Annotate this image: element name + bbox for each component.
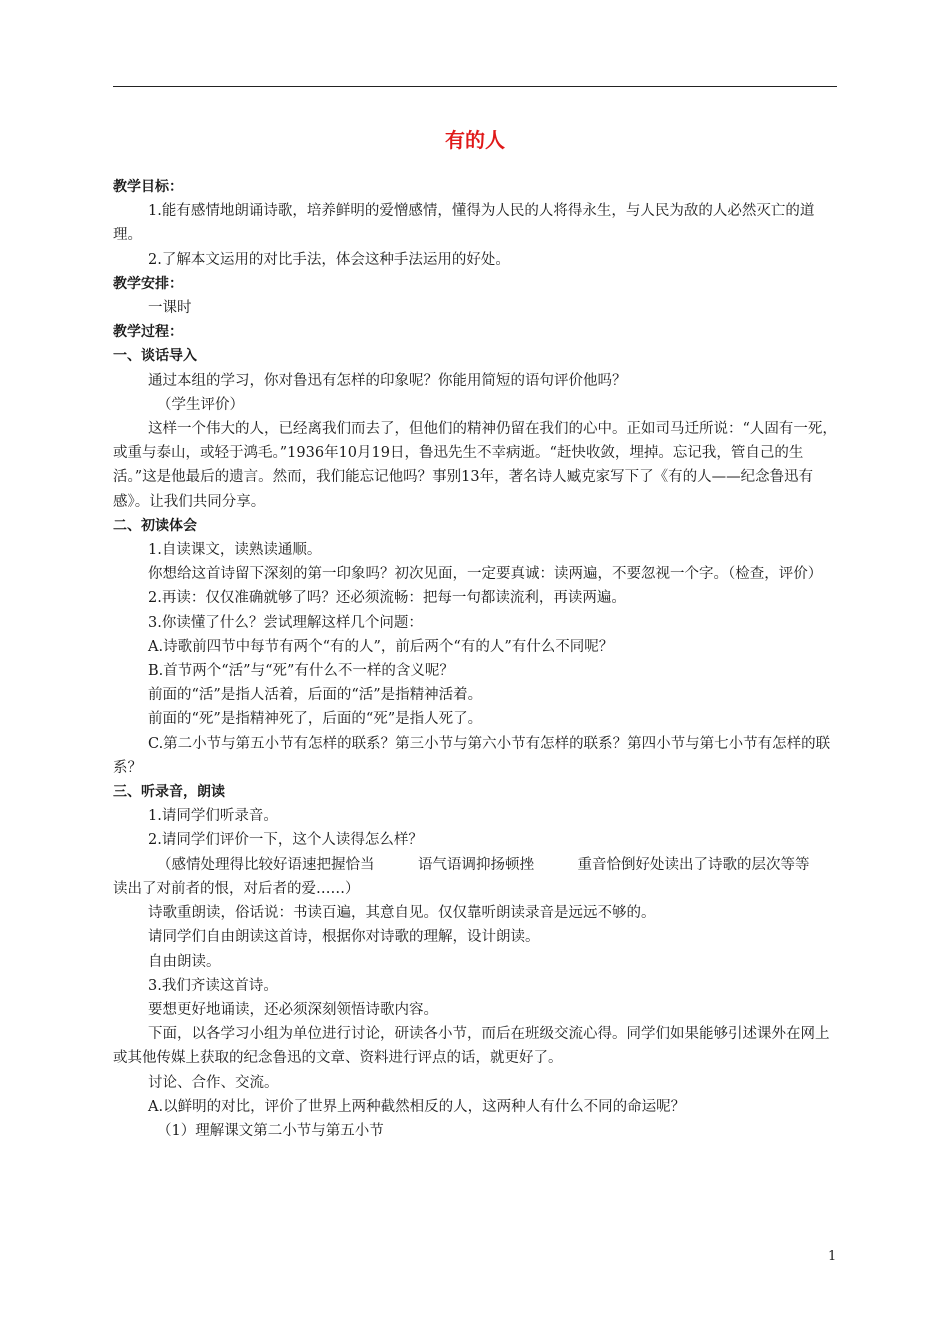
paragraph: 2.再读：仅仅准确就够了吗？还必须流畅：把每一句都读流利，再读两遍。 (148, 590, 626, 607)
paragraph: 下面，以各学习小组为单位进行讨论，研读各小节，而后在班级交流心得。同学们如果能够引述课外在网上或其他传媒上获取的纪念鲁迅的文章、资料进行评点的话，就更好了。 (113, 1026, 830, 1067)
paragraph: 1.自读课文，读熟读通顺。 (148, 542, 322, 559)
document-body (113, 175, 837, 1143)
section-heading-1: 一、谈话导入 (113, 348, 197, 365)
paragraph: 自由朗读。 (148, 953, 221, 970)
paragraph: 这样一个伟大的人，已经离我们而去了，但他们的精神仍留在我们的心中。正如司马迁所说：“人固有一死，或重与泰山，或轻于鸿毛。”1936年10月19日，鲁迅先生不幸病逝。“赶快收敛，埋掉。忘记我，管自己的生活。”这是他最后的遗言。然而，我们能忘记他吗？事别13年，著名诗人臧克家写下了《有的人——纪念鲁迅有感》。让我们共同分享。 (113, 421, 837, 510)
paragraph: 1.请同学们听录音。 (148, 808, 278, 825)
document-title: 有的人 (445, 128, 505, 152)
heading-process: 教学过程： (113, 324, 183, 341)
paragraph: A.诗歌前四节中每节有两个“有的人”，前后两个“有的人”有什么不同呢？ (148, 638, 614, 655)
paragraph: 要想更好地诵读，还必须深刻领悟诗歌内容。 (148, 1001, 438, 1018)
page-number: 1 (828, 1249, 837, 1264)
paragraph: 3.我们齐读这首诗。 (148, 977, 278, 994)
paragraph: 2.请同学们评价一下，这个人读得怎么样？ (148, 832, 423, 849)
header-rule (113, 86, 837, 87)
paragraph: B.首节两个“活”与“死”有什么不一样的含义呢？ (148, 663, 454, 680)
paragraph: 讨论、合作、交流。 (148, 1074, 279, 1091)
section-heading-2: 二、初读体会 (113, 517, 197, 534)
heading-objectives: 教学目标： (113, 179, 183, 195)
paragraph: 你想给这首诗留下深刻的第一印象吗？初次见面，一定要真诚：读两遍，不要忽视一个字。（检查，评价） (148, 566, 823, 583)
paragraph: 前面的“死”是指精神死了，后面的“死”是指人死了。 (148, 711, 483, 728)
paragraph: （学生评价） (157, 396, 244, 413)
paragraph: 1.能有感情地朗诵诗歌，培养鲜明的爱憎感情，懂得为人民的人将得永生，与人民为敌的人必然灭亡的道理。 (113, 203, 815, 244)
paragraph: 3.你读懂了什么？尝试理解这样几个问题： (148, 614, 423, 631)
paragraph: A.以鲜明的对比，评价了世界上两种截然相反的人，这两种人有什么不同的命运呢？ (148, 1098, 686, 1115)
heading-arrangement: 教学安排： (113, 275, 183, 292)
paragraph: 一课时 (148, 300, 192, 317)
paragraph: 2.了解本文运用的对比手法，体会这种手法运用的好处。 (148, 251, 510, 268)
paragraph: 请同学们自由朗读这首诗，根据你对诗歌的理解，设计朗读。 (148, 929, 540, 946)
paragraph: C.第二小节与第五小节有怎样的联系？第三小节与第六小节有怎样的联系？第四小节与第七小节有怎样的联系？ (113, 735, 831, 776)
paragraph: （1）理解课文第二小节与第五小节 (157, 1122, 384, 1139)
paragraph: 诗歌重朗读，俗话说：书读百遍，其意自见。仅仅靠听朗读录音是远远不够的。 (148, 905, 656, 922)
paragraph: 通过本组的学习，你对鲁迅有怎样的印象呢？你能用简短的语句评价他吗？ (148, 372, 627, 389)
paragraph: 前面的“活”是指人活着，后面的“活”是指精神活着。 (148, 687, 483, 704)
section-heading-3: 三、听录音，朗读 (113, 784, 225, 801)
paragraph: （感情处理得比较好语速把握恰当 语气语调抑扬顿挫 重音恰倒好处读出了诗歌的层次等等 读出了对前者的恨，对后者的爱……） (113, 856, 839, 897)
